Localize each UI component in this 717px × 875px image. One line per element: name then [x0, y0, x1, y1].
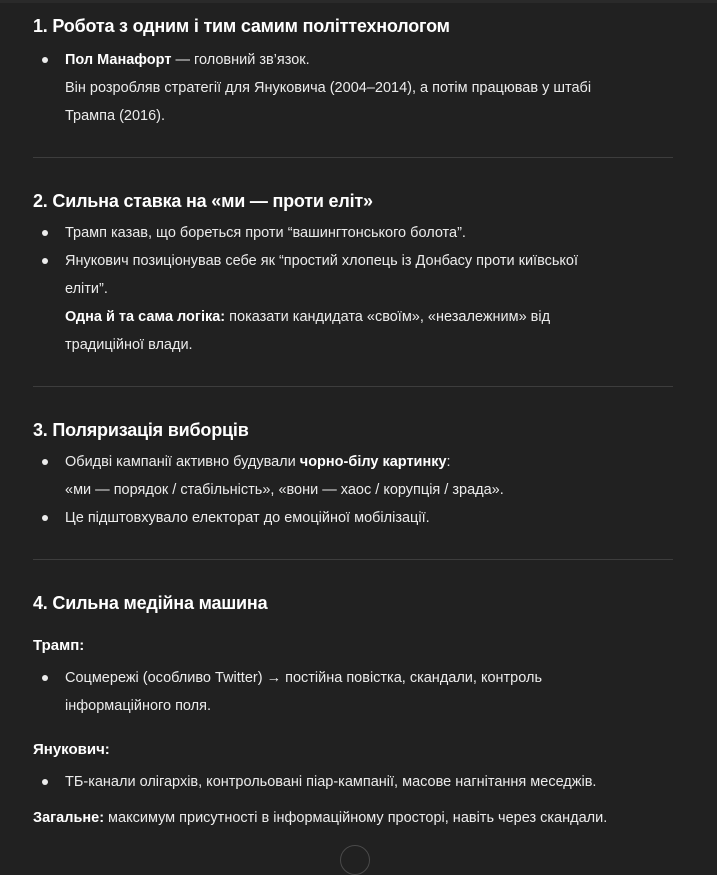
- list-item-text: Соцмережі (особливо Twitter) → постійна повістка, скандали, контроль: [65, 670, 543, 686]
- list-item-text: :: [446, 454, 451, 470]
- list-item-text: ТБ-канали олігархів, контрольовані піар-кампанії, масове нагнітання меседжів.: [65, 774, 597, 790]
- section-heading-4: 4. Сильна медійна машина: [33, 593, 268, 613]
- bullet-icon: [42, 779, 48, 785]
- subheading-yanukovych: Янукович:: [33, 741, 110, 758]
- bullet-icon: [42, 515, 48, 521]
- list-item-text: Трамп казав, що бореться проти “вашингтонського болота”.: [65, 225, 466, 241]
- list-item: [33, 219, 673, 247]
- list-item-text: Це підштовхувало електорат до емоційної мобілізації.: [65, 510, 430, 526]
- list-item-line: [65, 46, 673, 74]
- bullet-icon: [42, 258, 48, 264]
- section-heading-3: 3. Поляризація виборців: [33, 420, 249, 440]
- list-item-line: Він розробляв стратегії для Януковича (2004–2014), а потім працював у штабі: [65, 80, 592, 96]
- section-1-list: [33, 46, 673, 130]
- summary-paragraph: [33, 804, 693, 832]
- scroll-to-bottom-button[interactable]: [340, 845, 370, 875]
- section-heading-1: 1. Робота з одним і тим самим політтехнологом: [33, 16, 450, 36]
- bold-text: Одна й та сама логіка:: [65, 309, 226, 325]
- trump-list: [33, 664, 673, 720]
- section-2-list: [33, 219, 673, 359]
- list-item: [33, 768, 673, 796]
- list-item-line: [65, 303, 673, 331]
- yanukovych-list: [33, 768, 673, 796]
- subheading-trump: Трамп:: [33, 637, 85, 654]
- list-item-text: Обидві кампанії активно будували: [65, 454, 300, 470]
- list-item-line: [65, 448, 673, 476]
- list-item: [33, 247, 673, 359]
- section-3-list: [33, 448, 673, 532]
- list-item-text: показати кандидата «своїм», «незалежним» від: [225, 309, 551, 325]
- list-item-line: еліти”.: [65, 281, 108, 297]
- list-item-text: — головний зв’язок.: [171, 52, 310, 68]
- list-item-line: «ми — порядок / стабільність», «вони — хаос / корупція / зрада».: [65, 482, 504, 498]
- summary-text: максимум присутності в інформаційному просторі, навіть через скандали.: [104, 810, 608, 826]
- list-item: [33, 504, 673, 532]
- bullet-icon: [42, 230, 48, 236]
- list-item-line: традиційної влади.: [65, 337, 193, 353]
- bullet-icon: [42, 459, 48, 465]
- list-item: [33, 664, 673, 720]
- bold-text: Загальне:: [33, 810, 105, 826]
- bold-text: чорно-білу картинку: [299, 454, 447, 470]
- bullet-icon: [42, 675, 48, 681]
- bold-text: Пол Манафорт: [65, 52, 172, 68]
- section-heading-2: 2. Сильна ставка на «ми — проти еліт»: [33, 191, 373, 211]
- section-divider: [33, 559, 673, 560]
- list-item: [33, 46, 673, 130]
- list-item-line: інформаційного поля.: [65, 698, 212, 714]
- list-item-line: Трампа (2016).: [65, 108, 166, 124]
- section-divider: [33, 157, 673, 158]
- top-band: [0, 0, 717, 3]
- section-divider: [33, 386, 673, 387]
- list-item: [33, 448, 673, 504]
- bullet-icon: [42, 57, 48, 63]
- list-item-text: Янукович позиціонував себе як “простий хлопець із Донбасу проти київської: [65, 253, 579, 269]
